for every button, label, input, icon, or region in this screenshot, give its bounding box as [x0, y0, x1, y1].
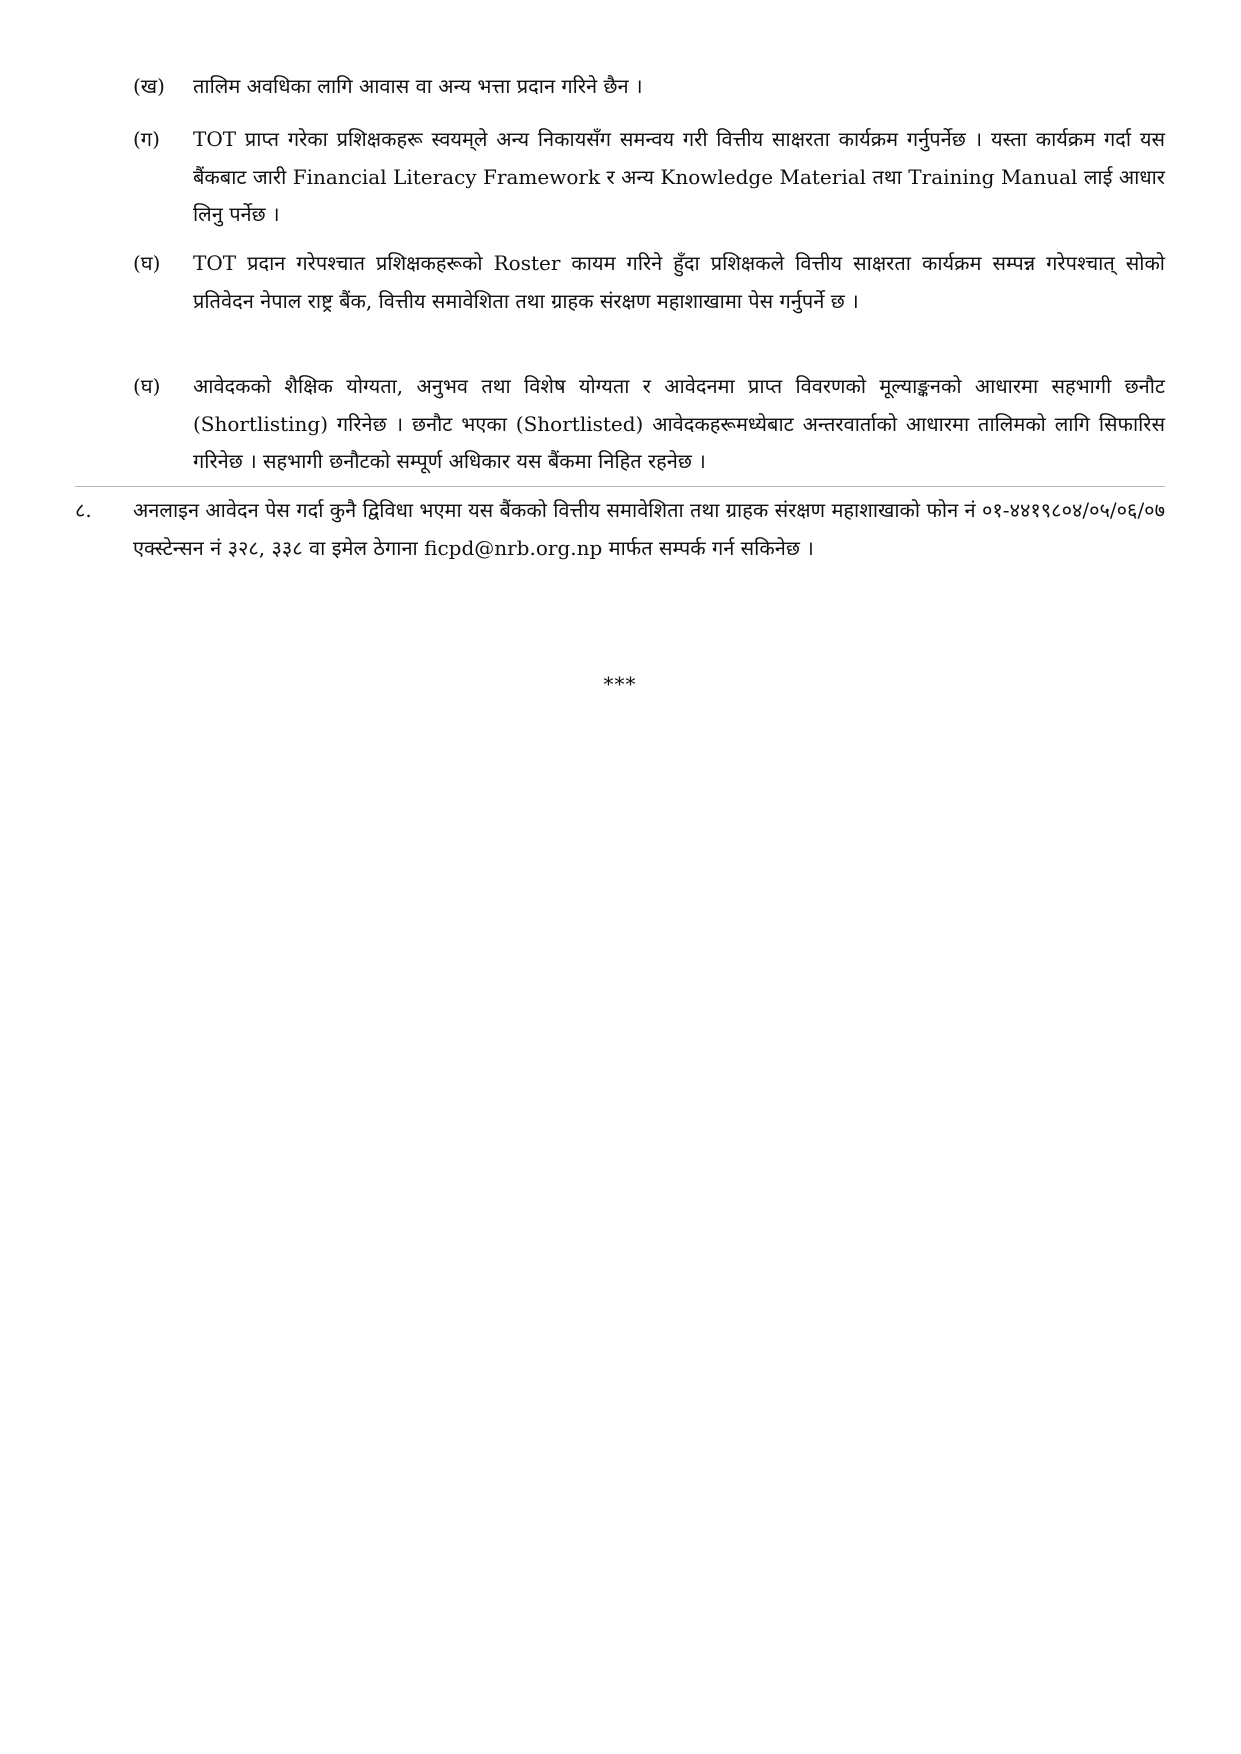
list-item-text: TOT प्राप्त गरेका प्रशिक्षकहरू स्वयम्‌ले अन्य निकायसँग समन्वय गरी वित्तीय साक्षरता कार्यक्रम गर्नुपर्नेछ । यस्ता कार्यक्रम गर्दा यस बैंकबाट जारी Financial Literacy Framework र अन्य Knowledge Material तथा Training Manual लाई आधार लिनु पर्नेछ ।	[193, 127, 1165, 226]
list-item-gha	[133, 245, 1165, 320]
end-of-document-marker: ***	[603, 672, 637, 696]
list-item-ga	[133, 121, 1165, 234]
list-item-text: तालिम अवधिका लागि आवास वा अन्य भत्ता प्रदान गरिने छैन ।	[193, 74, 643, 98]
list-item-kha	[133, 68, 1165, 106]
list-item-gha-2	[133, 368, 1165, 481]
list-marker: (घ)	[133, 251, 161, 275]
list-marker: (घ)	[133, 374, 161, 398]
numbered-item-8	[75, 492, 1165, 567]
list-item-text: आवेदकको शैक्षिक योग्यता, अनुभव तथा विशेष योग्यता र आवेदनमा प्राप्त विवरणको मूल्याङ्कनको आधारमा सहभागी छनौट (Shortlisting) गरिनेछ । छनौट भएका (Shortlisted) आवेदकहरूमध्येबाट अन्तरवार्ताको आधारमा तालिमको लागि सिफारिस गरिनेछ । सहभागी छनौटको सम्पूर्ण अधिकार यस बैंकमा निहित रहनेछ ।	[193, 374, 1165, 473]
list-marker: ८.	[75, 498, 92, 522]
list-item-text: अनलाइन आवेदन पेस गर्दा कुनै द्विविधा भएमा यस बैंकको वित्तीय समावेशिता तथा ग्राहक संरक्षण महाशाखाको फोन नं ०१-४४१९८०४/०५/०६/०७ एक्स्टेन्सन नं ३२८, ३३८ वा इमेल ठेगाना ficpd@nrb.org.np मार्फत सम्पर्क गर्न सकिनेछ ।	[133, 498, 1165, 560]
section-divider	[75, 486, 1165, 487]
list-item-text: TOT प्रदान गरेपश्चात प्रशिक्षकहरूको Roster कायम गरिने हुँदा प्रशिक्षकले वित्तीय साक्षरता कार्यक्रम सम्पन्न गरेपश्चात्‌ सोको प्रतिवेदन नेपाल राष्ट्र बैंक, वित्तीय समावेशिता तथा ग्राहक संरक्षण महाशाखामा पेस गर्नुपर्ने छ ।	[193, 251, 1165, 313]
list-marker: (ख)	[133, 74, 165, 98]
list-marker: (ग)	[133, 127, 160, 151]
